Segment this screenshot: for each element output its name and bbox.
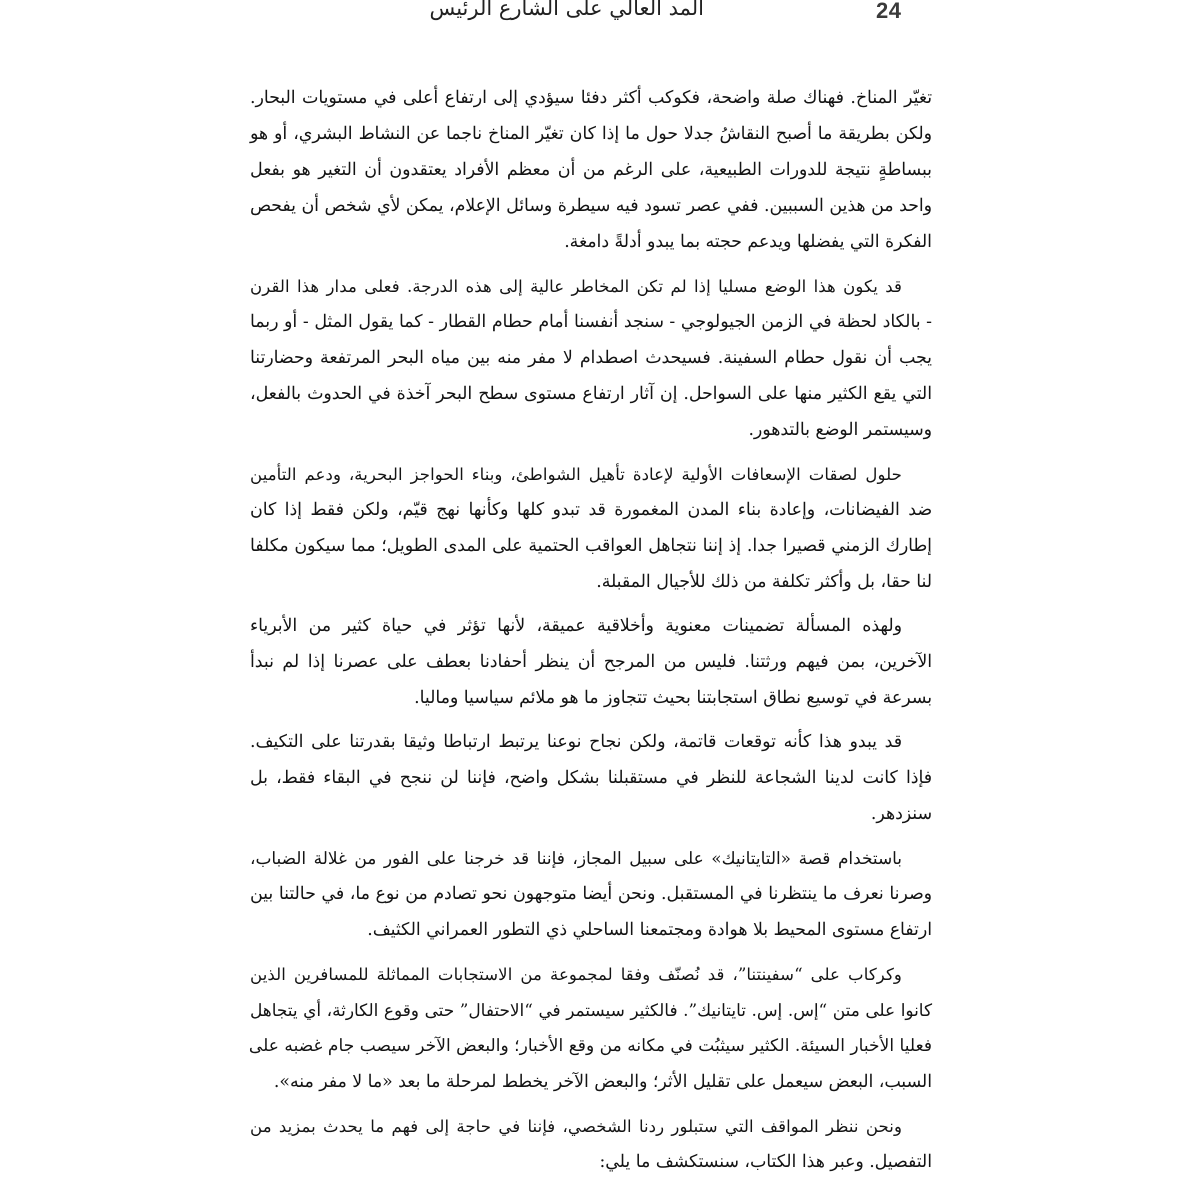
text-line: سنزدهر. — [870, 804, 932, 824]
text-line: وصرنا نعرف ما ينتظرنا في المستقبل. ونحن أيضا متوجهون نحو تصادم من نوع ما، في حالتنا بين — [250, 884, 932, 904]
text-line: كانوا على متن “إس. إس. تايتانيك”. فالكثير سيستمر في “الاحتفال” حتى وقوع الكارثة، أي يتجاهل — [250, 1000, 932, 1020]
paragraph — [250, 956, 932, 1100]
text-line: ببساطةٍ نتيجة للدورات الطبيعية، على الرغم من أن معظم الأفراد يعتقدون أن التغير هو بفعل — [250, 160, 932, 180]
text-line: الفكرة التي يفضلها ويدعم حجته بما يبدو أدلةً دامغة. — [564, 232, 932, 252]
paragraph — [250, 724, 932, 832]
paragraph — [250, 268, 932, 448]
text-line: يجب أن نقول حطام السفينة. فسيحدث اصطدام لا مفر منه بين مياه البحر المرتفعة وحضارتنا — [250, 348, 932, 368]
text-line: تغيّر المناخ. فهناك صلة واضحة، فكوكب أكثر دفئا سيؤدي إلى ارتفاع أعلى في مستويات البحار. — [250, 88, 932, 108]
text-line: باستخدام قصة «التايتانيك» على سبيل المجاز، فإننا قد خرجنا على الفور من غلالة الضباب، — [250, 848, 902, 868]
paragraph — [250, 456, 932, 600]
text-line: وسيستمر الوضع بالتدهور. — [748, 420, 932, 440]
text-line: ارتفاع مستوى المحيط بلا هوادة ومجتمعنا الساحلي ذي التطور العمراني الكثيف. — [367, 920, 932, 940]
text-line: ولكن بطريقة ما أصبح النقاشُ جدلا حول ما إذا كان تغيّر المناخ ناجما عن النشاط البشري، أو هو — [250, 124, 932, 144]
page-number: 24 — [876, 0, 902, 23]
page-header — [0, 0, 1184, 34]
paragraph — [250, 840, 932, 948]
text-line: التفصيل. وعبر هذا الكتاب، سنستكشف ما يلي: — [599, 1152, 932, 1172]
text-line: ونحن ننظر المواقف التي ستبلور ردنا الشخصي، فإننا في حاجة إلى فهم ما يحدث بمزيد من — [250, 1116, 902, 1136]
text-line: وكركاب على “سفينتنا”، قد نُصنّف وفقا لمجموعة من الاستجابات المماثلة للمسافرين الذين — [250, 964, 902, 984]
paragraph — [250, 1108, 932, 1180]
paragraph — [250, 80, 932, 260]
text-line: ضد الفيضانات، وإعادة بناء المدن المغمورة قد تبدو كلها وكأنها نهج قيّم، ولكن فقط إذا كان — [250, 500, 932, 520]
text-line: التي يقع الكثير منها على السواحل. إن آثار ارتفاع مستوى سطح البحر آخذة في الحدوث بالفعل، — [250, 384, 932, 404]
text-line: السبب، البعض سيعمل على تقليل الأثر؛ والبعض الآخر يخطط لمرحلة ما بعد «ما لا مفر منه». — [273, 1072, 932, 1092]
text-line: واحد من هذين السببين. ففي عصر تسود فيه سيطرة وسائل الإعلام، يمكن لأي شخص أن يفحص — [250, 196, 932, 216]
text-line: فإذا كانت لدينا الشجاعة للنظر في مستقبلنا بشكل واضح، فإننا لن ننجح في البقاء فقط، بل — [250, 768, 932, 788]
text-line: لنا حقا، بل وأكثر تكلفة من ذلك للأجيال المقبلة. — [596, 572, 932, 592]
text-line: ولهذه المسألة تضمينات معنوية وأخلاقية عميقة، لأنها تؤثر في حياة كثير من الأبرياء — [250, 616, 902, 636]
paragraph — [250, 608, 932, 716]
text-line: قد يكون هذا الوضع مسليا إذا لم تكن المخاطر عالية إلى هذه الدرجة. فعلى مدار هذا القرن — [250, 276, 902, 296]
text-line: بسرعة في توسيع نطاق استجابتنا بحيث تتجاوز ما هو ملائم سياسيا وماليا. — [414, 688, 932, 708]
text-line: إطارك الزمني قصيرا جدا. إذ إننا نتجاهل العواقب الحتمية على المدى الطويل؛ مما سيكون مكلفا — [250, 536, 932, 556]
text-line: - بالكاد لحظة في الزمن الجيولوجي - سنجد أنفسنا أمام حطام القطار - كما يقول المثل - أو ربما — [250, 312, 932, 332]
text-line: حلول لصقات الإسعافات الأولية لإعادة تأهيل الشواطئ، وبناء الحواجز البحرية، ودعم التأمين — [250, 464, 902, 484]
running-title: المد العالي على الشارع الرئيس — [429, 0, 704, 20]
text-line: قد يبدو هذا كأنه توقعات قاتمة، ولكن نجاح نوعنا يرتبط ارتباطا وثيقا بقدرتنا على التكيف. — [250, 732, 902, 752]
text-line: الآخرين، بمن فيهم ورثتنا. فليس من المرجح أن ينظر أحفادنا بعطف على عصرنا إذا لم نبدأ — [250, 652, 932, 672]
body-text — [250, 80, 932, 1188]
text-line: فعليا الأخبار السيئة. الكثير سيثبُت في مكانه من وقع الأخبار؛ والبعض الآخر سيصب جام غضبه على — [248, 1036, 932, 1056]
